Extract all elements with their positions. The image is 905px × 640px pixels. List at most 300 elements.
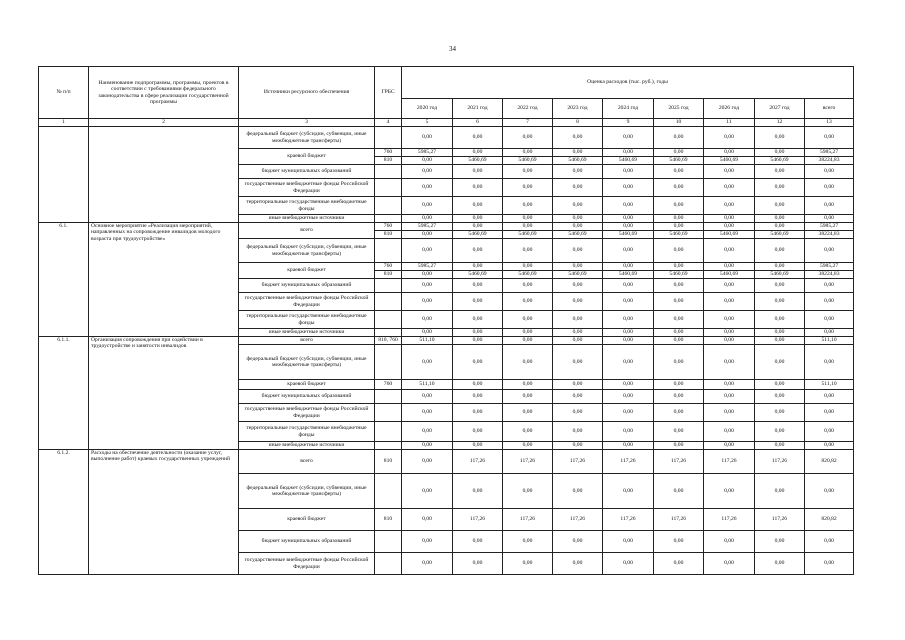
- value-cell: 0,00: [453, 165, 503, 179]
- header-year: 2024 год: [603, 99, 654, 119]
- value-cell: 0,00: [553, 239, 603, 263]
- header-year: 2021 год: [453, 99, 503, 119]
- value-cell: 0,00: [805, 127, 854, 149]
- value-cell: 0,00: [503, 179, 553, 197]
- value-cell: 0,00: [503, 149, 553, 157]
- source-cell: краевой бюджет: [239, 380, 375, 390]
- value-cell: 0,00: [805, 197, 854, 215]
- value-cell: 0,00: [402, 531, 453, 553]
- value-cell: 0,00: [453, 223, 503, 231]
- grbs-cell: [375, 531, 402, 553]
- value-cell: 0,00: [402, 197, 453, 215]
- value-cell: 0,00: [755, 311, 805, 329]
- value-cell: 511,10: [805, 380, 854, 390]
- header-row: [39, 67, 854, 99]
- source-cell: всего: [239, 223, 375, 239]
- value-cell: 0,00: [553, 531, 603, 553]
- item-name: [89, 127, 239, 223]
- value-cell: 5460,69: [553, 231, 603, 239]
- grbs-cell: 810: [375, 157, 402, 165]
- source-cell: бюджет муниципальных образований: [239, 531, 375, 553]
- value-cell: 0,00: [503, 239, 553, 263]
- source-cell: всего: [239, 337, 375, 345]
- value-cell: 5985,27: [805, 149, 854, 157]
- value-cell: 0,00: [755, 531, 805, 553]
- column-numbers-row: [39, 119, 854, 127]
- value-cell: 5460,69: [654, 271, 704, 279]
- value-cell: 0,00: [503, 165, 553, 179]
- item-name: Основное мероприятие «Реализация мероприятий, направленных на сопровождение инвалидов молодого возраста при трудоустройстве»: [89, 223, 239, 337]
- value-cell: 0,00: [553, 380, 603, 390]
- value-cell: 0,00: [453, 380, 503, 390]
- value-cell: 0,00: [603, 422, 654, 442]
- value-cell: 0,00: [805, 215, 854, 223]
- item-name: Расходы на обеспечение деятельности (оказание услуг, выполнение работ) краевых государственных учреждений: [89, 450, 239, 575]
- value-cell: 0,00: [503, 553, 553, 575]
- value-cell: 0,00: [755, 442, 805, 450]
- value-cell: 0,00: [755, 293, 805, 311]
- value-cell: 0,00: [805, 279, 854, 293]
- table-row: [39, 223, 854, 231]
- value-cell: 0,00: [553, 197, 603, 215]
- value-cell: 117,26: [704, 450, 755, 474]
- source-cell: государственные внебюджетные фонды Российской Федерации: [239, 404, 375, 422]
- value-cell: 0,00: [805, 311, 854, 329]
- value-cell: 0,00: [654, 179, 704, 197]
- value-cell: 0,00: [553, 223, 603, 231]
- value-cell: 0,00: [603, 293, 654, 311]
- value-cell: 0,00: [603, 223, 654, 231]
- value-cell: 0,00: [402, 450, 453, 474]
- value-cell: 0,00: [654, 329, 704, 337]
- value-cell: 5985,27: [805, 263, 854, 271]
- column-number: 6: [453, 119, 503, 127]
- value-cell: 0,00: [553, 263, 603, 271]
- value-cell: 5460,69: [603, 157, 654, 165]
- page-number: 34: [449, 45, 456, 53]
- table-row: [39, 337, 854, 345]
- column-number: 1: [39, 119, 89, 127]
- value-cell: 0,00: [805, 329, 854, 337]
- grbs-cell: [375, 345, 402, 380]
- value-cell: 117,26: [603, 450, 654, 474]
- value-cell: 0,00: [402, 271, 453, 279]
- value-cell: 0,00: [603, 263, 654, 271]
- value-cell: 0,00: [755, 179, 805, 197]
- header-year: 2022 год: [503, 99, 553, 119]
- value-cell: 0,00: [654, 345, 704, 380]
- grbs-cell: [375, 404, 402, 422]
- grbs-cell: [375, 474, 402, 509]
- value-cell: 0,00: [553, 337, 603, 345]
- value-cell: 0,00: [704, 293, 755, 311]
- value-cell: 0,00: [805, 293, 854, 311]
- grbs-cell: [375, 293, 402, 311]
- value-cell: 0,00: [603, 345, 654, 380]
- value-cell: 0,00: [654, 442, 704, 450]
- value-cell: 0,00: [553, 442, 603, 450]
- column-number: 8: [553, 119, 603, 127]
- grbs-cell: 760: [375, 223, 402, 231]
- grbs-cell: [375, 311, 402, 329]
- value-cell: 0,00: [402, 390, 453, 404]
- value-cell: 0,00: [503, 279, 553, 293]
- value-cell: 117,26: [704, 509, 755, 531]
- value-cell: 117,26: [553, 450, 603, 474]
- value-cell: 0,00: [603, 197, 654, 215]
- item-number: 6.1.2.: [39, 450, 89, 575]
- value-cell: 0,00: [755, 149, 805, 157]
- value-cell: 0,00: [603, 215, 654, 223]
- value-cell: 0,00: [603, 279, 654, 293]
- value-cell: 0,00: [553, 404, 603, 422]
- value-cell: 0,00: [402, 474, 453, 509]
- value-cell: 0,00: [704, 149, 755, 157]
- value-cell: 0,00: [503, 404, 553, 422]
- value-cell: 0,00: [453, 149, 503, 157]
- value-cell: 0,00: [654, 197, 704, 215]
- header-year: 2023 год: [553, 99, 603, 119]
- value-cell: 0,00: [654, 553, 704, 575]
- value-cell: 0,00: [453, 179, 503, 197]
- value-cell: 0,00: [654, 165, 704, 179]
- value-cell: 0,00: [654, 127, 704, 149]
- value-cell: 5985,27: [402, 223, 453, 231]
- column-number: 5: [402, 119, 453, 127]
- value-cell: 0,00: [755, 380, 805, 390]
- value-cell: 38224,83: [805, 271, 854, 279]
- value-cell: 0,00: [805, 474, 854, 509]
- value-cell: 0,00: [503, 390, 553, 404]
- column-number: 13: [805, 119, 854, 127]
- value-cell: 0,00: [654, 474, 704, 509]
- item-number: 6.1.: [39, 223, 89, 337]
- value-cell: 0,00: [654, 380, 704, 390]
- value-cell: 5460,69: [453, 231, 503, 239]
- value-cell: 5460,69: [755, 157, 805, 165]
- value-cell: 5985,27: [402, 263, 453, 271]
- value-cell: 0,00: [402, 215, 453, 223]
- value-cell: 0,00: [704, 380, 755, 390]
- value-cell: 0,00: [755, 239, 805, 263]
- value-cell: 0,00: [453, 404, 503, 422]
- value-cell: 0,00: [805, 442, 854, 450]
- value-cell: 0,00: [503, 311, 553, 329]
- value-cell: 0,00: [503, 293, 553, 311]
- value-cell: 117,26: [755, 450, 805, 474]
- value-cell: 820,82: [805, 450, 854, 474]
- source-cell: бюджет муниципальных образований: [239, 279, 375, 293]
- value-cell: 0,00: [755, 215, 805, 223]
- value-cell: 0,00: [755, 422, 805, 442]
- value-cell: 0,00: [603, 380, 654, 390]
- value-cell: 0,00: [603, 311, 654, 329]
- value-cell: 0,00: [704, 390, 755, 404]
- value-cell: 0,00: [805, 239, 854, 263]
- value-cell: 0,00: [503, 127, 553, 149]
- value-cell: 0,00: [453, 345, 503, 380]
- value-cell: 0,00: [553, 179, 603, 197]
- value-cell: 117,26: [553, 509, 603, 531]
- value-cell: 0,00: [453, 239, 503, 263]
- grbs-cell: [375, 197, 402, 215]
- value-cell: 0,00: [704, 404, 755, 422]
- value-cell: 0,00: [654, 390, 704, 404]
- value-cell: 0,00: [402, 311, 453, 329]
- column-number: 12: [755, 119, 805, 127]
- value-cell: 0,00: [453, 263, 503, 271]
- value-cell: 0,00: [503, 422, 553, 442]
- value-cell: 5460,69: [503, 157, 553, 165]
- value-cell: 0,00: [402, 239, 453, 263]
- value-cell: 0,00: [654, 404, 704, 422]
- value-cell: 0,00: [453, 337, 503, 345]
- value-cell: 0,00: [805, 179, 854, 197]
- value-cell: 511,10: [402, 337, 453, 345]
- value-cell: 0,00: [453, 197, 503, 215]
- source-cell: государственные внебюджетные фонды Российской Федерации: [239, 293, 375, 311]
- value-cell: 0,00: [453, 474, 503, 509]
- value-cell: 0,00: [503, 531, 553, 553]
- column-number: 7: [503, 119, 553, 127]
- value-cell: 0,00: [553, 390, 603, 404]
- value-cell: 0,00: [553, 165, 603, 179]
- grbs-cell: 760: [375, 149, 402, 157]
- value-cell: 5985,27: [402, 149, 453, 157]
- value-cell: 5460,69: [503, 271, 553, 279]
- value-cell: 511,10: [402, 380, 453, 390]
- value-cell: 0,00: [503, 442, 553, 450]
- grbs-cell: 810: [375, 450, 402, 474]
- value-cell: 117,26: [654, 450, 704, 474]
- value-cell: 0,00: [402, 179, 453, 197]
- value-cell: 5460,69: [704, 271, 755, 279]
- item-name: Организация сопровождения при содействии в трудоустройстве и занятости инвалидов: [89, 337, 239, 450]
- value-cell: 0,00: [453, 215, 503, 223]
- value-cell: 0,00: [805, 390, 854, 404]
- value-cell: 5460,69: [603, 231, 654, 239]
- value-cell: 0,00: [603, 474, 654, 509]
- value-cell: 0,00: [503, 223, 553, 231]
- source-cell: краевой бюджет: [239, 149, 375, 165]
- value-cell: 38224,83: [805, 157, 854, 165]
- column-number: 9: [603, 119, 654, 127]
- grbs-cell: [375, 179, 402, 197]
- value-cell: 0,00: [402, 345, 453, 380]
- value-cell: 0,00: [402, 165, 453, 179]
- value-cell: 0,00: [654, 279, 704, 293]
- value-cell: 0,00: [553, 329, 603, 337]
- value-cell: 0,00: [704, 422, 755, 442]
- header-year: 2027 год: [755, 99, 805, 119]
- value-cell: 0,00: [503, 345, 553, 380]
- value-cell: 0,00: [553, 553, 603, 575]
- value-cell: 0,00: [402, 422, 453, 442]
- value-cell: 0,00: [603, 179, 654, 197]
- value-cell: 0,00: [755, 474, 805, 509]
- value-cell: 0,00: [704, 215, 755, 223]
- value-cell: 0,00: [704, 239, 755, 263]
- value-cell: 38224,83: [805, 231, 854, 239]
- value-cell: 0,00: [402, 329, 453, 337]
- value-cell: 117,26: [755, 509, 805, 531]
- grbs-cell: [375, 553, 402, 575]
- value-cell: 0,00: [603, 165, 654, 179]
- value-cell: 0,00: [402, 553, 453, 575]
- source-cell: краевой бюджет: [239, 509, 375, 531]
- source-cell: территориальные государственные внебюджетные фонды: [239, 422, 375, 442]
- value-cell: 117,26: [603, 509, 654, 531]
- value-cell: 0,00: [453, 422, 503, 442]
- column-number: 10: [654, 119, 704, 127]
- value-cell: 0,00: [704, 474, 755, 509]
- grbs-cell: [375, 239, 402, 263]
- value-cell: 5460,69: [453, 157, 503, 165]
- value-cell: 0,00: [704, 311, 755, 329]
- value-cell: 0,00: [402, 293, 453, 311]
- value-cell: 0,00: [755, 279, 805, 293]
- value-cell: 117,26: [654, 509, 704, 531]
- grbs-cell: [375, 390, 402, 404]
- value-cell: 0,00: [402, 404, 453, 422]
- value-cell: 0,00: [503, 263, 553, 271]
- value-cell: 5460,69: [704, 231, 755, 239]
- value-cell: 0,00: [402, 231, 453, 239]
- value-cell: 117,26: [453, 450, 503, 474]
- header-year: 2025 год: [654, 99, 704, 119]
- value-cell: 0,00: [755, 197, 805, 215]
- value-cell: 0,00: [704, 329, 755, 337]
- value-cell: 0,00: [704, 531, 755, 553]
- header-year: всего: [805, 99, 854, 119]
- header-num: № п/п: [39, 67, 89, 119]
- header-name: Наименование подпрограммы, программы, проектов в соответствии с требованиями федерального законодательства в сфере реализации государственной программы: [89, 67, 239, 119]
- value-cell: 117,26: [453, 509, 503, 531]
- value-cell: 0,00: [654, 149, 704, 157]
- grbs-cell: 760: [375, 263, 402, 271]
- value-cell: 0,00: [603, 127, 654, 149]
- value-cell: 0,00: [704, 127, 755, 149]
- value-cell: 0,00: [453, 531, 503, 553]
- header-estimate: Оценка расходов (тыс. руб.), годы: [402, 67, 854, 99]
- value-cell: 0,00: [805, 553, 854, 575]
- grbs-cell: [375, 422, 402, 442]
- value-cell: 0,00: [654, 337, 704, 345]
- column-number: 3: [239, 119, 375, 127]
- value-cell: 820,82: [805, 509, 854, 531]
- value-cell: 0,00: [453, 553, 503, 575]
- value-cell: 0,00: [603, 442, 654, 450]
- item-number: [39, 127, 89, 223]
- value-cell: 0,00: [553, 311, 603, 329]
- value-cell: 0,00: [603, 239, 654, 263]
- value-cell: 0,00: [805, 404, 854, 422]
- grbs-cell: 760: [375, 380, 402, 390]
- value-cell: 0,00: [654, 215, 704, 223]
- source-cell: иные внебюджетные источники: [239, 215, 375, 223]
- source-cell: федеральный бюджет (субсидии, субвенции, иные межбюджетные трансферты): [239, 127, 375, 149]
- value-cell: 0,00: [553, 279, 603, 293]
- value-cell: 117,26: [503, 509, 553, 531]
- value-cell: 0,00: [453, 311, 503, 329]
- grbs-cell: [375, 329, 402, 337]
- value-cell: 5460,69: [755, 231, 805, 239]
- source-cell: государственные внебюджетные фонды Российской Федерации: [239, 179, 375, 197]
- value-cell: 0,00: [603, 390, 654, 404]
- value-cell: 5460,69: [453, 271, 503, 279]
- table-row: [39, 127, 854, 149]
- value-cell: 5460,69: [704, 157, 755, 165]
- value-cell: 0,00: [503, 337, 553, 345]
- value-cell: 0,00: [755, 553, 805, 575]
- value-cell: 0,00: [755, 329, 805, 337]
- value-cell: 0,00: [755, 263, 805, 271]
- value-cell: 5460,69: [654, 231, 704, 239]
- grbs-cell: 810, 760: [375, 337, 402, 345]
- grbs-cell: 810: [375, 271, 402, 279]
- value-cell: 0,00: [654, 531, 704, 553]
- grbs-cell: [375, 442, 402, 450]
- table-row: [39, 450, 854, 474]
- value-cell: 117,26: [503, 450, 553, 474]
- source-cell: краевой бюджет: [239, 263, 375, 279]
- value-cell: 0,00: [704, 263, 755, 271]
- source-cell: федеральный бюджет (субсидии, субвенции, иные межбюджетные трансферты): [239, 345, 375, 380]
- value-cell: 0,00: [704, 345, 755, 380]
- value-cell: 0,00: [453, 442, 503, 450]
- value-cell: 0,00: [453, 390, 503, 404]
- header-year: 2026 год: [704, 99, 755, 119]
- value-cell: 0,00: [805, 531, 854, 553]
- value-cell: 0,00: [654, 263, 704, 271]
- value-cell: 5985,27: [805, 223, 854, 231]
- value-cell: 0,00: [553, 127, 603, 149]
- value-cell: 0,00: [654, 293, 704, 311]
- value-cell: 0,00: [704, 279, 755, 293]
- value-cell: 5460,69: [603, 271, 654, 279]
- value-cell: 0,00: [503, 329, 553, 337]
- value-cell: 5460,69: [503, 231, 553, 239]
- value-cell: 0,00: [453, 279, 503, 293]
- value-cell: 0,00: [553, 345, 603, 380]
- value-cell: 0,00: [654, 239, 704, 263]
- value-cell: 0,00: [603, 329, 654, 337]
- source-cell: иные внебюджетные источники: [239, 442, 375, 450]
- grbs-cell: [375, 215, 402, 223]
- budget-table: [38, 66, 854, 575]
- value-cell: 0,00: [704, 165, 755, 179]
- header-source: Источники ресурсного обеспечения: [239, 67, 375, 119]
- grbs-cell: 810: [375, 231, 402, 239]
- value-cell: 5460,69: [553, 157, 603, 165]
- column-number: 11: [704, 119, 755, 127]
- value-cell: 0,00: [755, 223, 805, 231]
- value-cell: 0,00: [755, 404, 805, 422]
- header-grbs: ГРБС: [375, 67, 402, 119]
- value-cell: 0,00: [704, 179, 755, 197]
- column-number: 4: [375, 119, 402, 127]
- value-cell: 0,00: [402, 157, 453, 165]
- value-cell: 5460,69: [654, 157, 704, 165]
- source-cell: бюджет муниципальных образований: [239, 165, 375, 179]
- value-cell: 0,00: [553, 149, 603, 157]
- value-cell: 0,00: [654, 311, 704, 329]
- value-cell: 0,00: [402, 279, 453, 293]
- source-cell: иные внебюджетные источники: [239, 329, 375, 337]
- value-cell: 0,00: [453, 127, 503, 149]
- value-cell: 0,00: [603, 553, 654, 575]
- value-cell: 0,00: [755, 165, 805, 179]
